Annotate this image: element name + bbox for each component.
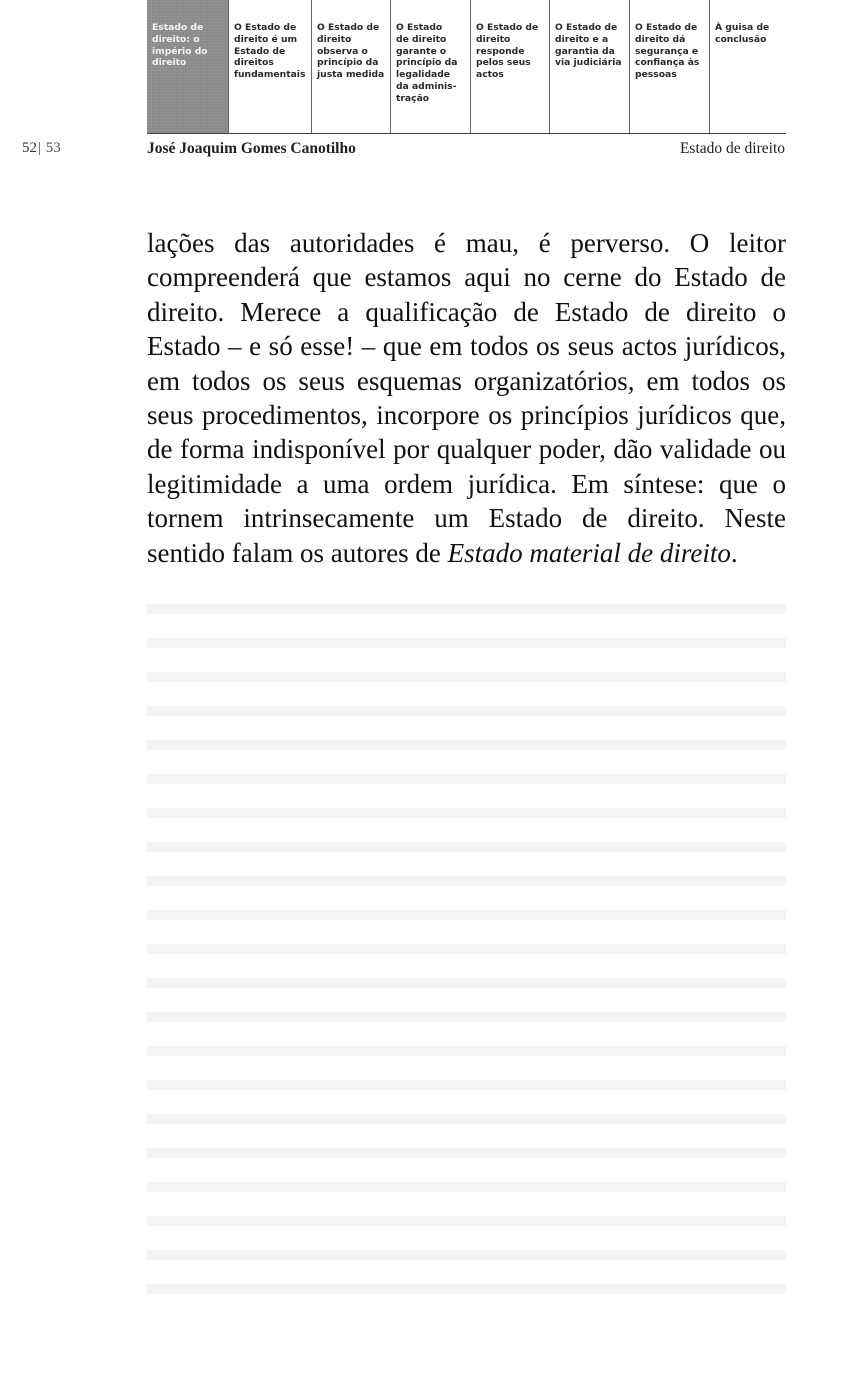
chapter-tab-seguranca-confianca: O Estado de direito dá segurança e confiança às pessoas	[630, 0, 710, 133]
chapter-tab-conclusao: À guisa de conclusão	[715, 22, 770, 45]
running-header-title: Estado de direito	[679, 140, 785, 157]
chapter-tab-justa-medida: O Estado de direito observa o princípio da justa medida	[312, 0, 391, 133]
chapter-navigation-bar	[147, 0, 786, 134]
chapter-tab-imperio-do-direito: Estado de direito: o império do direito	[147, 0, 229, 133]
body-text-end: .	[730, 537, 738, 568]
page-number-left: 52	[22, 140, 37, 156]
running-header-author: José Joaquim Gomes Canotilho	[147, 140, 356, 157]
chapter-tab-responde-actos: O Estado de direito responde pelos seus actos	[471, 0, 550, 133]
chapter-tab-via-judiciaria: O Estado de direito e a garantia da via judiciária	[550, 0, 630, 133]
body-text-main: lações das autoridades é mau, é perverso. O leitor compreenderá que estamos aqui no cerne do Estado de direito. Merece a qualificação de Estado de direito o Estado – e só esse! – que em todos os seus actos jurídicos, em todos os seus esquemas organizatórios, em todos os seus procedimentos, incorpore os princípios jurídicos que, de forma indisponível por qualquer poder, dão validade ou legitimidade a uma ordem jurídica. Em síntese: que o tornem intrinsecamente um Estado de direito. Neste sentido falam os autores de	[147, 228, 786, 568]
page-number-right: 53	[45, 140, 61, 156]
body-paragraph	[147, 226, 786, 570]
reverse-page-show-through	[147, 590, 786, 1310]
body-text-emphasis: Estado material de direito	[447, 537, 731, 568]
page-numbers	[22, 140, 61, 157]
chapter-tab-direitos-fundamentais: O Estado de direito é um Estado de direitos fundamentais	[229, 0, 312, 133]
chapter-tab-legalidade-administracao: O Estado de direito garante o princípio da legalidade da adminis- tração	[391, 0, 471, 133]
page-number-separator: |	[38, 140, 42, 156]
